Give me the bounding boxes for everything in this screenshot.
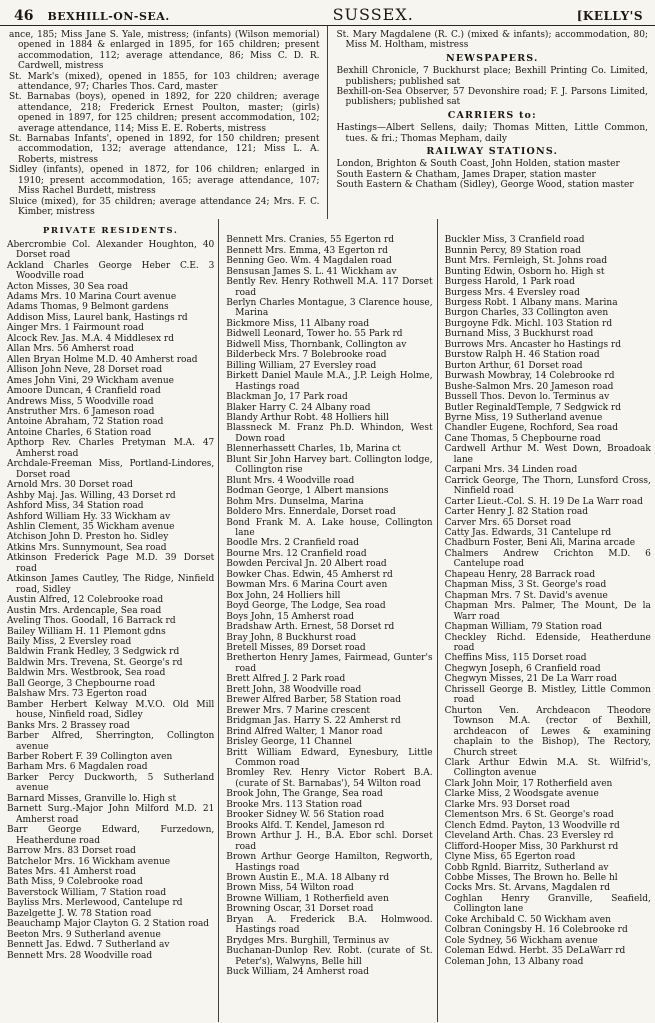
resident-entry: Blennerhassett Charles, 1b, Marina ct: [226, 444, 401, 455]
resident-entry: Burrows Mrs. Ancaster ho Hastings rd: [444, 339, 621, 350]
resident-entry: Barrow Mrs. 83 Dorset road: [7, 846, 136, 857]
carriers-list: [337, 123, 649, 144]
resident-entry: Carpani Mrs. 34 Linden road: [444, 465, 578, 476]
resident-entry: Bretherton Henry James, Fairmead, Gunter's road: [226, 653, 433, 674]
resident-entry: Adams Thomas, 9 Belmont gardens: [7, 302, 169, 313]
resident-entry: Chandler Eugene, Rochford, Sea road: [444, 423, 618, 434]
resident-entry: Bowker Chas. Edwin, 45 Amherst rd: [226, 569, 393, 580]
resident-entry: Clarke Mrs. 93 Dorset road: [444, 799, 571, 810]
resident-entry: Chapman Miss, 3 St. George's road: [444, 580, 607, 591]
resident-entry: Burstow Ralph H. 46 Station road: [444, 350, 600, 361]
newspaper-entry: Bexhill-on-Sea Observer, 57 Devonshire road; F. J. Parsons Limited, publishers; published sat: [336, 87, 648, 108]
resident-entry: Berlyn Charles Montague, 3 Clarence house, Marina: [226, 298, 433, 319]
resident-entry: Ashford Miss, 34 Station road: [7, 501, 144, 512]
resident-entry: Chegwyn Joseph, 6 Cranfield road: [444, 663, 601, 674]
resident-entry: Cole Sydney, 56 Wickham avenue: [444, 935, 598, 946]
header-county-title: SUSSEX.: [332, 5, 414, 24]
resident-entry: Brisley George, 11 Channel: [226, 737, 353, 748]
resident-entry: Atchison John D. Preston ho. Sidley: [7, 532, 169, 543]
resident-entry: Bath Miss, 9 Colebrooke road: [7, 877, 143, 888]
resident-entry: Britt William Edward, Eynesbury, Little Common road: [226, 747, 433, 768]
resident-entry: Ames John Vini, 29 Wickham avenue: [7, 375, 174, 386]
resident-entry: Bretell Misses, 89 Dorset road: [226, 642, 366, 653]
newspaper-entry: Bexhill Chronicle, 7 Buckhurst place; Bexhill Printing Co. Limited, publishers; published sat: [336, 66, 648, 87]
resident-entry: Chapeau Henry, 28 Barrack road: [444, 569, 596, 580]
resident-entry: Cobbe Misses, The Brown ho. Belle hl: [444, 872, 618, 883]
page-number: 46: [14, 8, 34, 24]
resident-entry: Bussell Thos. Devon lo. Terminus av: [444, 392, 610, 403]
resident-entry: Clench Edmd. Payton, 13 Woodville rd: [444, 820, 620, 831]
resident-entry: Browning Oscar, 31 Dorset road: [226, 904, 374, 915]
resident-entry: Carver Mrs. 65 Dorset road: [444, 517, 572, 528]
resident-entry: Bidwell Miss, Thornbank, Collington av: [226, 339, 407, 350]
resident-entry: Churton Ven. Archdeacon Theodore Townson M.A. (rector of Bexhill, archdeacon of Lewes & examining chaplain to the Bishop), The Rectory, Church street: [444, 705, 651, 758]
resident-entry: Acton Misses, 30 Sea road: [7, 281, 129, 292]
school-paragraph: St. Mark's (mixed), opened in 1855, for 103 children; average attendance, 97; Charles Thos. Card, master: [9, 71, 320, 93]
resident-entry: Blassneck M. Franz Ph.D. Whindon, West Down road: [226, 423, 433, 444]
resident-entry: Byrne Miss, 19 Sutherland avenue: [444, 413, 603, 424]
resident-entry: Beeton Mrs. 9 Sutherland avenue: [7, 929, 161, 940]
resident-entry: Ball George, 3 Chepbourne road: [7, 678, 156, 689]
resident-entry: Banks Mrs. 2 Brassey road: [7, 720, 130, 731]
residents-column-1: [0, 219, 218, 1022]
resident-entry: Anstruther Mrs. 6 Jameson road: [7, 407, 155, 418]
resident-entry: Coleman Edwd. Herbt. 35 DeLaWarr rd: [444, 946, 626, 957]
resident-entry: Bensusan James S. L. 41 Wickham av: [226, 266, 397, 277]
carriers-heading: CARRIERS to:: [447, 109, 537, 121]
resident-entry: Brind Alfred Walter, 1 Manor road: [226, 726, 383, 737]
resident-entry: Atkinson Frederick Page M.D. 39 Dorset road: [7, 553, 215, 574]
resident-entry: Clyne Miss, 65 Egerton road: [444, 852, 576, 863]
resident-entry: Bennett Mrs. 28 Woodville road: [7, 950, 153, 961]
resident-entry: Carter Lieut.-Col. S. H. 19 De La Warr road: [444, 496, 643, 507]
school-paragraph: St. Mary Magdalene (R. C.) (mixed & infants); accommodation, 80; Miss M. Holtham, mistress: [336, 30, 648, 51]
resident-entry: Bickmore Miss, 11 Albany road: [226, 318, 370, 329]
resident-entry: Burgess Mrs. 4 Eversley road: [444, 287, 580, 298]
resident-entry: Austin Mrs. Ardencaple, Sea road: [7, 605, 162, 616]
resident-entry: Clark John Moir, 17 Rotherfield aven: [444, 778, 613, 789]
school-paragraph: Sluice (mixed), for 35 children; average attendance 24; Mrs. F. C. Kimber, mistress: [9, 196, 320, 217]
resident-entry: Alcock Rev. Jas. M.A. 4 Middlesex rd: [7, 333, 174, 344]
resident-entry: Chalmers Andrew Crichton M.D. 6 Cantelupe road: [444, 548, 651, 570]
resident-entry: Atkinson James Cautley, The Ridge, Ninfield road, Sidley: [7, 574, 215, 595]
resident-entry: Bamber Herbert Kelway M.V.O. Old Mill house, Ninfield road, Sidley: [7, 699, 215, 721]
school-paragraph: ance, 185; Miss Jane S. Yale, mistress; (infants) (Wilson memorial) opened in 1884 & enlarged in 1895, for 165 children; present accommodation, 112; average attendance, 86; Miss C. D. R. Cardwell, mistress: [9, 30, 320, 72]
resident-entry: Brown Arthur George Hamilton, Regworth, Hastings road: [226, 852, 433, 873]
resident-entry: Archdale-Freeman Miss, Portland-Lindores, Dorset road: [7, 459, 215, 480]
resident-entry: Antoine Charles, 6 Station road: [7, 427, 152, 438]
resident-entry: Austin Alfred, 12 Colebrooke road: [7, 595, 164, 606]
resident-entry: Baverstock William, 7 Station road: [7, 887, 167, 898]
resident-entry: Browne William, 1 Rotherfield aven: [226, 893, 389, 904]
resident-entry: Bromley Rev. Henry Victor Robert B.A. (curate of St. Barnabas'), 54 Wilton road: [226, 768, 433, 789]
railway-station-entry: London, Brighton & South Coast, John Holden, station master: [336, 159, 620, 170]
residents-column-3: [437, 219, 655, 1022]
page-header: [0, 0, 655, 26]
resident-entry: Chegwyn Misses, 21 De La Warr road: [444, 674, 617, 685]
resident-entry: Boldero Mrs. Ennerdale, Dorset road: [226, 507, 396, 518]
header-town-title: BEXHILL-ON-SEA.: [47, 10, 170, 23]
resident-entry: Boyd George, The Lodge, Sea road: [226, 601, 386, 612]
resident-entry: Cocks Mrs. St. Arvans, Magdalen rd: [444, 883, 611, 894]
resident-entry: Ackland Charles George Heber C.E. 3 Woodville road: [7, 260, 215, 282]
resident-entry: Bidwell Leonard, Tower ho. 55 Park rd: [226, 329, 403, 340]
resident-entry: Brook John, The Grange, Sea road: [226, 789, 383, 800]
resident-entry: Balshaw Mrs. 73 Egerton road: [7, 689, 147, 700]
resident-entry: Burgon Charles, 33 Collington aven: [444, 308, 609, 319]
resident-entry: Bryan A. Frederick B.A. Holmwood. Hastings road: [226, 914, 433, 936]
resident-entry: Chapman William, 79 Station road: [444, 622, 603, 633]
resident-entry: Adams Mrs. 10 Marina Court avenue: [7, 292, 177, 303]
resident-entry: Ashby Maj. Jas. Willing, 43 Dorset rd: [7, 490, 176, 501]
resident-entry: Clarke Miss, 2 Woodsgate avenue: [444, 789, 599, 800]
resident-entry: Ainger Mrs. 1 Fairmount road: [7, 323, 144, 334]
school-paragraph: St. Barnabas (boys), opened in 1892, for 220 children; average attendance, 218; Frederick Ernest Poulton, master; (girls) opened in 1897, for 125 children; present accommodation, 102; average attendance, 114; Miss E. E. Roberts, mistress: [9, 92, 320, 134]
resident-entry: Ashlin Clement, 35 Wickham avenue: [7, 522, 175, 532]
resident-entry: Blunt Sir John Harvey bart. Collington lodge, Collington rise: [226, 454, 433, 476]
resident-entry: Burgoyne Fdk. Michl. 103 Station rd: [444, 318, 613, 329]
resident-entry: Brewer Mrs. 7 Marine crescent: [226, 705, 370, 716]
resident-entry: Birkett Daniel Maule M.A., J.P. Leigh Holme, Hastings road: [226, 371, 433, 392]
resident-entry: Cobb Rgnld. Biarritz, Sutherland av: [444, 862, 609, 873]
resident-entry: Andrews Miss, 5 Woodville road: [7, 396, 154, 407]
resident-entry: Brooks Alfd. T. Kendel, Jameson rd: [226, 820, 385, 831]
resident-entry: Bray John, 8 Buckhurst road: [226, 632, 357, 643]
carrier-entry: Hastings—Albert Sellens, daily; Thomas Mitten, Little Common, tues. & fri.; Thomas Mepham, daily: [336, 123, 648, 144]
private-residents-section: [0, 219, 655, 1022]
resident-entry: Allison John Neve, 28 Dorset road: [7, 365, 163, 376]
resident-entry: Barham Mrs. 6 Magdalen road: [7, 762, 148, 773]
resident-entry: Cardwell Arthur M. West Down, Broadoak lane: [444, 444, 651, 465]
resident-entry: Baldwin Mrs. Trevena, St. George's rd: [7, 657, 183, 668]
resident-entry: Barnard Misses, Granville lo. High st: [7, 793, 177, 804]
newspapers-list: [337, 66, 649, 108]
railway-stations-list: [337, 159, 649, 190]
resident-entry: Cheffins Miss, 115 Dorset road: [444, 653, 587, 664]
resident-entry: Cleveland Arth. Chas. 23 Eversley rd: [444, 831, 614, 842]
newspapers-heading: NEWSPAPERS.: [445, 52, 539, 64]
resident-entry: Carrick George, The Thorn, Lunsford Cross, Ninfield road: [444, 475, 651, 497]
residents-list-1: [7, 240, 214, 961]
resident-entry: Buchanan-Dunlop Rev. Robt. (curate of St. Peter's), Walwyns, Belle hill: [226, 946, 433, 967]
resident-entry: Burgess Robt. 1 Albany mans. Marina: [444, 298, 618, 309]
resident-entry: Bowden Percival Jn. 20 Albert road: [226, 559, 387, 570]
resident-entry: Bennett Mrs. Cranies, 55 Egerton rd: [226, 235, 395, 246]
resident-entry: Catty Jas. Edwards, 31 Cantelupe rd: [444, 528, 612, 538]
resident-entry: Bennett Jas. Edwd. 7 Sutherland av: [7, 940, 170, 951]
resident-entry: Clifford-Hooper Miss, 30 Parkhurst rd: [444, 841, 619, 852]
resident-entry: Buckler Miss, 3 Cranfield road: [444, 235, 585, 246]
resident-entry: Brydges Mrs. Burghill, Terminus av: [226, 935, 389, 946]
school-paragraph: St. Barnabas Infants', opened in 1892, for 150 children; present accommodation, 132; average attendance, 121; Miss L. A. Roberts, mistress: [9, 134, 320, 165]
resident-entry: Boys John, 15 Amherst road: [226, 611, 354, 622]
header-publisher-title: [KELLY'S: [576, 9, 643, 23]
resident-entry: Brown Miss, 54 Wilton road: [226, 883, 354, 894]
resident-entry: Batchelor Mrs. 16 Wickham avenue: [7, 856, 171, 867]
resident-entry: Billing William, 27 Eversley road: [226, 360, 377, 371]
resident-entry: Coleman John, 13 Albany road: [444, 956, 584, 967]
resident-entry: Bennett Mrs. Emma, 43 Egerton rd: [226, 245, 388, 256]
residents-column-2: [218, 219, 436, 1022]
resident-entry: Barnett Surg.-Major John Milford M.D. 21 Amherst road: [7, 804, 215, 825]
resident-entry: Bodman George, 1 Albert mansions: [226, 486, 389, 497]
resident-entry: Blandy Arthur Robt. 48 Holliers hill: [226, 413, 389, 424]
resident-entry: Bunt Mrs. Fernleigh, St. Johns road: [444, 256, 608, 267]
resident-entry: Blackman Jo, 17 Park road: [226, 392, 348, 403]
resident-entry: Box John, 24 Holliers hill: [226, 590, 341, 601]
resident-entry: Coghlan Henry Granville, Seafield, Collington lane: [444, 893, 651, 915]
resident-entry: Brown Arthur J. H., B.A. Ebor schl. Dorset road: [226, 831, 433, 852]
resident-entry: Bayliss Mrs. Merlewood, Cantelupe rd: [7, 898, 183, 909]
resident-entry: Buck William, 24 Amherst road: [226, 967, 370, 978]
resident-entry: Ashford William Hy. 33 Wickham av: [7, 511, 171, 522]
resident-entry: Burton Arthur, 61 Dorset road: [444, 360, 583, 371]
resident-entry: Bailey William H. 11 Plemont gdns: [7, 626, 166, 637]
resident-entry: Allan Mrs. 56 Amherst road: [7, 344, 134, 355]
resident-entry: Apthorp Rev. Charles Pretyman M.A. 47 Amherst road: [7, 438, 215, 459]
railway-stations-heading: RAILWAY STATIONS.: [426, 146, 559, 158]
resident-entry: Baldwin Frank Hedley, 3 Sedgwick rd: [7, 647, 180, 658]
resident-entry: Burnand Miss, 3 Buckhurst road: [444, 329, 594, 340]
resident-entry: Bushe-Salmon Mrs. 20 Jameson road: [444, 381, 614, 392]
resident-entry: Clementson Mrs. 6 St. George's road: [444, 810, 614, 821]
resident-entry: Brooke Mrs. 113 Station road: [226, 799, 363, 810]
notices-column: [328, 26, 655, 219]
resident-entry: Bently Rev. Henry Rothwell M.A. 117 Dorset road: [226, 277, 433, 298]
resident-entry: Antoine Abraham, 72 Station road: [7, 417, 164, 428]
resident-entry: Boodle Mrs. 2 Cranfield road: [226, 538, 360, 549]
resident-entry: Bohm Mrs. Dunselma, Marina: [226, 496, 364, 507]
resident-entry: Carter Henry J. 82 Station road: [444, 507, 588, 518]
resident-entry: Chapman Mrs. Palmer, The Mount, De la Warr road: [444, 601, 651, 622]
railway-station-entry: South Eastern & Chatham, James Draper, station master: [336, 169, 596, 180]
resident-entry: Benning Geo. Wm. 4 Magdalen road: [226, 256, 392, 267]
resident-entry: Bradshaw Arth. Ernest, 58 Dorset rd: [226, 622, 395, 633]
resident-entry: Addison Miss, Laurel bank, Hastings rd: [7, 312, 188, 323]
resident-entry: Chapman Mrs. 7 St. David's avenue: [444, 590, 608, 601]
railway-station-entry: South Eastern & Chatham (Sidley), George Wood, station master: [336, 180, 634, 191]
resident-entry: Barber Robert F. 39 Collington aven: [7, 751, 173, 762]
resident-entry: Cane Thomas, 5 Chepbourne road: [444, 433, 601, 444]
school-paragraph: Sidley (infants), opened in 1872, for 106 children; enlarged in 1910; present accommodation, 165; average attendance, 107; Miss Rachel Burdett, mistress: [9, 165, 320, 197]
resident-entry: Abercrombie Col. Alexander Houghton, 40 Dorset road: [7, 239, 215, 261]
resident-entry: Clark Arthur Edwin M.A. St. Wilfrid's, Collington avenue: [444, 757, 651, 779]
resident-entry: Bazelgette J. W. 78 Station road: [7, 908, 152, 919]
resident-entry: Amoore Duncan, 4 Cranfield road: [7, 386, 161, 397]
resident-entry: Atkins Mrs. Sunnymount, Sea road: [7, 542, 167, 553]
resident-entry: Bowman Mrs. 6 Marina Court aven: [226, 580, 388, 591]
resident-entry: Bond Frank M. A. Lake house, Collington lane: [226, 517, 433, 538]
resident-entry: Blaker Harry C. 24 Albany road: [226, 402, 371, 413]
resident-entry: Brewer Alfred Barber, 58 Station road: [226, 695, 401, 706]
resident-entry: Barker Percy Duckworth, 5 Sutherland avenue: [7, 772, 215, 794]
resident-entry: Chadburn Foster, Beni Ali, Marina arcade: [444, 538, 636, 549]
resident-entry: Bridgman Jas. Harry S. 22 Amherst rd: [226, 716, 401, 727]
resident-entry: Coke Archibald C. 50 Wickham aven: [444, 914, 611, 925]
resident-entry: Bunnin Percy, 89 Station road: [444, 245, 581, 256]
resident-entry: Bourne Mrs. 12 Cranfield road: [226, 548, 367, 559]
resident-entry: Beauchamp Major Clayton G. 2 Station road: [7, 919, 210, 930]
resident-entry: Brooker Sidney W. 56 Station road: [226, 810, 385, 821]
school-intro-paragraphs: [337, 30, 649, 51]
resident-entry: Brett John, 38 Woodville road: [226, 684, 362, 695]
resident-entry: Barber Alfred, Sherrington, Collington avenue: [7, 731, 215, 752]
resident-entry: Bates Mrs. 41 Amherst road: [7, 866, 136, 877]
resident-entry: Burwash Mowbray, 14 Colebrooke rd: [444, 371, 615, 382]
resident-entry: Aveling Thos. Goodall, 16 Barrack rd: [7, 616, 176, 627]
resident-entry: Colbran Coningsby H. 16 Colebrooke rd: [444, 925, 628, 936]
resident-entry: Baily Miss, 2 Eversley road: [7, 636, 132, 647]
resident-entry: Barr George Edward, Furzedown, Heatherdune road: [7, 825, 215, 846]
resident-entry: Brett Alfred J. 2 Park road: [226, 674, 346, 685]
schools-column: [0, 26, 328, 219]
resident-entry: Chrissell George B. Mistley, Little Common road: [444, 684, 651, 706]
private-residents-heading: PRIVATE RESIDENTS.: [42, 226, 179, 237]
resident-entry: Bunting Edwin, Osborn ho. High st: [444, 266, 605, 277]
resident-entry: Checkley Richd. Edenside, Heatherdune road: [444, 632, 651, 653]
schools-and-notices-section: [0, 26, 655, 219]
resident-entry: Brown Austin E., M.A. 18 Albany rd: [226, 872, 390, 883]
resident-entry: Arnold Mrs. 30 Dorset road: [7, 480, 133, 491]
resident-entry: Blunt Mrs. 4 Woodville road: [226, 475, 355, 486]
resident-entry: Burgess Harold, 1 Park road: [444, 277, 575, 288]
resident-entry: Butler ReginaldTemple, 7 Sedgwick rd: [444, 402, 621, 413]
resident-entry: Allen Bryan Holme M.D. 40 Amherst road: [7, 354, 198, 365]
resident-entry: Bilderbeck Mrs. 7 Bolebrooke road: [226, 350, 387, 361]
resident-entry: Baldwin Mrs. Westbrook, Sea road: [7, 668, 166, 679]
